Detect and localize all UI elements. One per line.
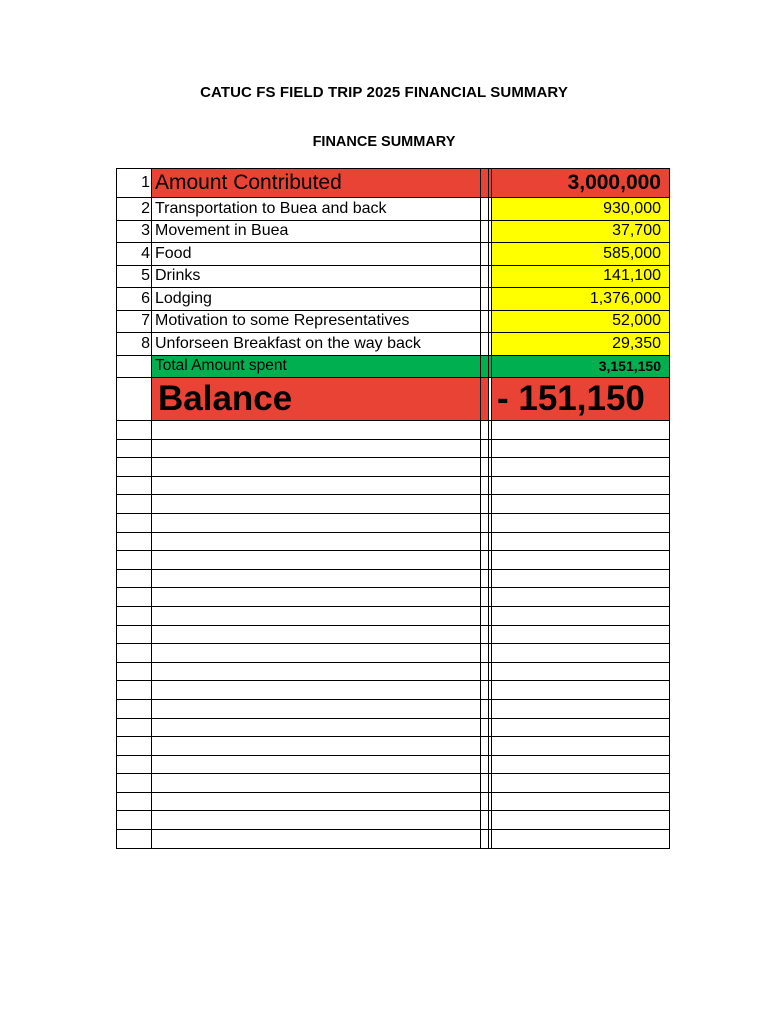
empty-cell: [492, 811, 670, 830]
empty-cell: [152, 681, 481, 700]
empty-cell: [117, 569, 152, 588]
empty-row: [117, 644, 670, 663]
total-row: [117, 355, 670, 378]
spacer-cell: [481, 265, 489, 288]
expense-amount: 585,000: [492, 243, 670, 266]
empty-cell: [481, 792, 489, 811]
empty-cell: [481, 755, 489, 774]
empty-cell: [152, 792, 481, 811]
empty-cell: [152, 625, 481, 644]
empty-cell: [117, 513, 152, 532]
empty-row: [117, 532, 670, 551]
empty-row: [117, 439, 670, 458]
empty-row: [117, 699, 670, 718]
empty-cell: [152, 644, 481, 663]
expense-label: Drinks: [152, 265, 481, 288]
empty-cell: [152, 774, 481, 793]
empty-row: [117, 551, 670, 570]
empty-rows: [117, 421, 670, 849]
expense-row: [117, 265, 670, 288]
empty-cell: [152, 532, 481, 551]
empty-cell: [492, 551, 670, 570]
empty-cell: [117, 421, 152, 440]
expense-label: Motivation to some Representatives: [152, 310, 481, 333]
empty-cell: [492, 625, 670, 644]
empty-cell: [152, 476, 481, 495]
row-number-empty: [117, 355, 152, 378]
empty-cell: [117, 551, 152, 570]
expense-label: Unforseen Breakfast on the way back: [152, 333, 481, 356]
empty-cell: [117, 606, 152, 625]
expense-label: Movement in Buea: [152, 220, 481, 243]
empty-cell: [492, 532, 670, 551]
empty-cell: [492, 644, 670, 663]
spacer-cell: [481, 198, 489, 221]
expense-label: Food: [152, 243, 481, 266]
empty-cell: [481, 476, 489, 495]
empty-cell: [117, 755, 152, 774]
empty-cell: [152, 699, 481, 718]
expense-amount: 1,376,000: [492, 288, 670, 311]
empty-cell: [481, 811, 489, 830]
empty-cell: [481, 681, 489, 700]
empty-cell: [117, 476, 152, 495]
row-number: 6: [117, 288, 152, 311]
empty-row: [117, 718, 670, 737]
expense-row: [117, 333, 670, 356]
expense-row: [117, 310, 670, 333]
empty-cell: [117, 737, 152, 756]
spacer-cell: [481, 243, 489, 266]
expense-row: [117, 220, 670, 243]
contribution-amount: 3,000,000: [492, 169, 670, 198]
contribution-row: [117, 169, 670, 198]
spacer-cell: [481, 288, 489, 311]
expense-label: Lodging: [152, 288, 481, 311]
empty-cell: [152, 737, 481, 756]
empty-row: [117, 792, 670, 811]
empty-cell: [492, 774, 670, 793]
total-amount: 3,151,150: [492, 355, 670, 378]
empty-cell: [152, 662, 481, 681]
empty-cell: [481, 737, 489, 756]
empty-cell: [492, 513, 670, 532]
empty-cell: [481, 718, 489, 737]
expense-label: Transportation to Buea and back: [152, 198, 481, 221]
empty-cell: [152, 569, 481, 588]
empty-cell: [152, 830, 481, 849]
empty-cell: [492, 606, 670, 625]
empty-cell: [481, 830, 489, 849]
spacer-cell: [481, 220, 489, 243]
row-number: 7: [117, 310, 152, 333]
empty-cell: [117, 625, 152, 644]
empty-cell: [492, 439, 670, 458]
row-number: 8: [117, 333, 152, 356]
empty-cell: [481, 699, 489, 718]
balance-label: Balance: [152, 378, 481, 421]
expense-row: [117, 243, 670, 266]
empty-cell: [492, 421, 670, 440]
contribution-label: Amount Contributed: [152, 169, 481, 198]
row-number-empty: [117, 378, 152, 421]
document-subtitle: FINANCE SUMMARY: [312, 134, 456, 150]
empty-cell: [152, 421, 481, 440]
empty-row: [117, 513, 670, 532]
empty-cell: [152, 513, 481, 532]
empty-cell: [481, 495, 489, 514]
empty-cell: [492, 495, 670, 514]
empty-cell: [481, 421, 489, 440]
empty-cell: [117, 774, 152, 793]
empty-row: [117, 569, 670, 588]
expense-amount: 52,000: [492, 310, 670, 333]
empty-cell: [152, 755, 481, 774]
empty-cell: [152, 606, 481, 625]
empty-cell: [117, 439, 152, 458]
empty-cell: [152, 495, 481, 514]
empty-cell: [117, 532, 152, 551]
empty-cell: [152, 458, 481, 477]
spacer-cell: [481, 355, 489, 378]
empty-cell: [117, 681, 152, 700]
empty-cell: [481, 532, 489, 551]
spacer-cell: [481, 310, 489, 333]
empty-row: [117, 811, 670, 830]
spacer-cell: [481, 169, 489, 198]
empty-row: [117, 737, 670, 756]
empty-cell: [481, 774, 489, 793]
row-number: 1: [117, 169, 152, 198]
empty-cell: [481, 569, 489, 588]
empty-cell: [492, 681, 670, 700]
empty-cell: [117, 458, 152, 477]
empty-row: [117, 681, 670, 700]
empty-cell: [117, 830, 152, 849]
row-number: 2: [117, 198, 152, 221]
empty-cell: [481, 551, 489, 570]
empty-cell: [492, 718, 670, 737]
empty-cell: [481, 458, 489, 477]
empty-cell: [481, 513, 489, 532]
empty-cell: [492, 737, 670, 756]
empty-row: [117, 458, 670, 477]
spacer-cell: [481, 378, 489, 421]
empty-row: [117, 774, 670, 793]
empty-cell: [152, 439, 481, 458]
empty-row: [117, 830, 670, 849]
balance-row: [117, 378, 670, 421]
empty-cell: [492, 755, 670, 774]
empty-cell: [117, 662, 152, 681]
empty-cell: [152, 811, 481, 830]
expense-amount: 29,350: [492, 333, 670, 356]
empty-cell: [492, 588, 670, 607]
expense-row: [117, 198, 670, 221]
empty-cell: [492, 476, 670, 495]
empty-cell: [481, 644, 489, 663]
expense-amount: 930,000: [492, 198, 670, 221]
spacer-cell: [481, 333, 489, 356]
empty-cell: [481, 606, 489, 625]
empty-cell: [117, 699, 152, 718]
empty-row: [117, 495, 670, 514]
expense-amount: 37,700: [492, 220, 670, 243]
empty-cell: [117, 495, 152, 514]
empty-cell: [492, 569, 670, 588]
empty-cell: [492, 458, 670, 477]
empty-cell: [481, 662, 489, 681]
empty-cell: [481, 439, 489, 458]
empty-cell: [492, 830, 670, 849]
empty-row: [117, 476, 670, 495]
empty-cell: [117, 792, 152, 811]
finance-summary-table: [116, 168, 670, 849]
empty-row: [117, 662, 670, 681]
empty-row: [117, 625, 670, 644]
empty-row: [117, 421, 670, 440]
empty-cell: [492, 699, 670, 718]
empty-cell: [492, 792, 670, 811]
empty-cell: [117, 588, 152, 607]
empty-cell: [117, 811, 152, 830]
document-title: CATUC FS FIELD TRIP 2025 FINANCIAL SUMMARY: [200, 84, 568, 101]
empty-cell: [117, 644, 152, 663]
empty-row: [117, 606, 670, 625]
row-number: 5: [117, 265, 152, 288]
row-number: 4: [117, 243, 152, 266]
empty-cell: [481, 588, 489, 607]
total-label: Total Amount spent: [152, 355, 481, 378]
empty-cell: [117, 718, 152, 737]
empty-cell: [152, 718, 481, 737]
empty-cell: [481, 625, 489, 644]
row-number: 3: [117, 220, 152, 243]
empty-row: [117, 588, 670, 607]
empty-row: [117, 755, 670, 774]
expense-amount: 141,100: [492, 265, 670, 288]
expense-row: [117, 288, 670, 311]
empty-cell: [152, 551, 481, 570]
balance-amount: - 151,150: [492, 378, 670, 421]
empty-cell: [152, 588, 481, 607]
empty-cell: [492, 662, 670, 681]
